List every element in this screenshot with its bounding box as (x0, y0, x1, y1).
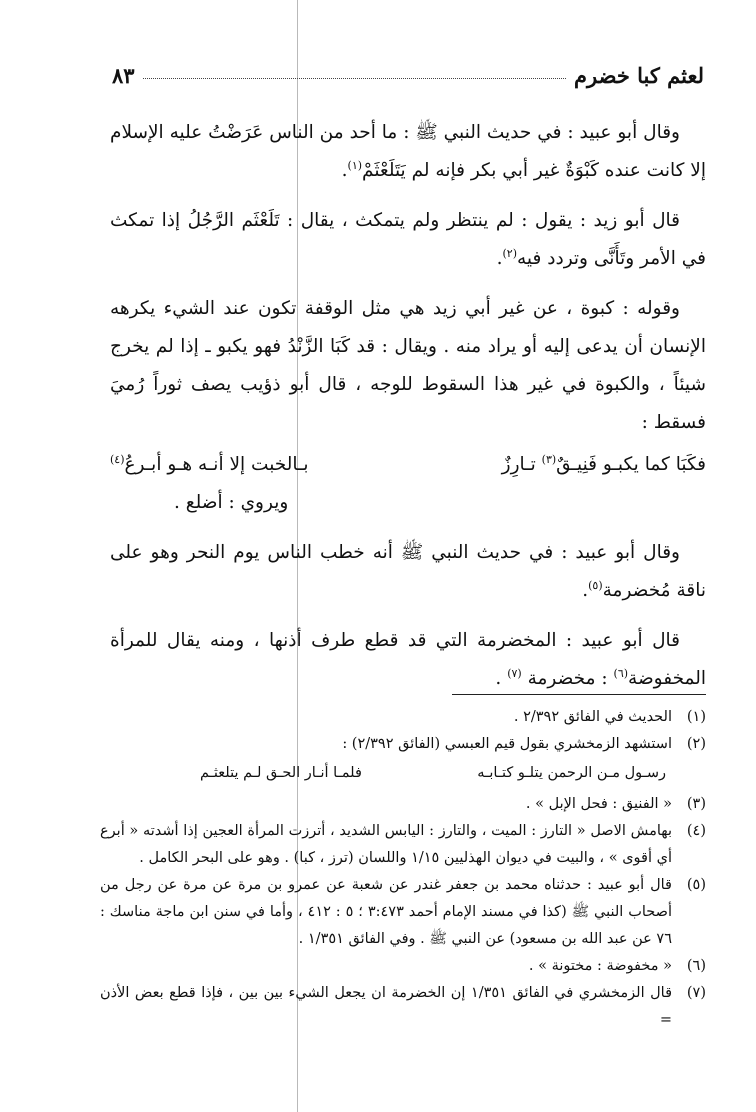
footnote-ref-1: (١) (347, 158, 363, 172)
page-header (112, 58, 704, 92)
paragraph-5-mid: : مخضرمة (521, 668, 614, 689)
footnote-separator (452, 694, 706, 695)
verse-hemistich-2-text: بـالخبت إلا أنـه هـو أبـرعُ (124, 454, 309, 475)
footnote-1 (100, 704, 706, 731)
paragraph-5 (110, 622, 706, 698)
dotted-leader (143, 78, 566, 79)
paragraph-2-end: . (496, 248, 503, 269)
paragraph-1 (110, 114, 706, 190)
footnote-verse-first-hemistich: رسـول مـن الرحمن يتلـو كتـابـه (477, 765, 666, 781)
paragraph-3: وقوله : كبوة ، عن غير أبي زيد هي مثل الوقفة تكون عند الشيء يكرهه الإنسان أن يدعى إليه أو يراد منه . ويقال : قد كَبَا الزَّنْدُ فهو يكبو ـ إذا لم يخرج شيئاً ، والكبوة في غير هذا السقوط للوجه ، قال أبو ذؤيب يصف ثوراً رُميَ فسقط : (110, 298, 706, 433)
verse-first-hemistich (420, 446, 706, 484)
footnote-number: (٢) (686, 736, 706, 752)
paragraph-2 (110, 202, 706, 278)
verse-variant: ويروي : أضلع . (174, 492, 289, 513)
footnote-2 (100, 731, 706, 758)
footnote-ref-5: (٥) (588, 578, 603, 592)
page-number: ٨٣ (112, 62, 135, 88)
footnote-7 (100, 980, 706, 1034)
footnote-number: (٧) (686, 985, 706, 1001)
footnote-number: (٦) (686, 958, 706, 974)
footnote-ref-3: (٣) (541, 452, 557, 466)
footnote-text: الحديث في الفائق ٢/٣٩٢ . (513, 709, 672, 725)
paragraph-4-text: وقال أبو عبيد : في حديث النبي ﷺ أنه خطب الناس يوم النحر وهو على ناقة مُخضرمة (110, 542, 706, 601)
footnote-text: استشهد الزمخشري بقول قيم العبسي (الفائق ٢/٣٩٢) : (342, 736, 672, 752)
footnote-number: (٤) (686, 823, 706, 839)
paragraph-4 (110, 534, 706, 610)
footnote-5 (100, 872, 706, 953)
paragraph-5-text: قال أبو عبيد : المخضرمة التي قد قطع طرف أذنها ، ومنه يقال للمرأة المخفوضة (110, 630, 706, 689)
paragraph-2-text: قال أبو زيد : يقول : لم ينتظر ولم يتمكث ، يقال : تَلَعْثَم الرَّجُلُ إذا تمكث في الأمر وتَأَنَّى وتردد فيه (110, 210, 706, 269)
main-text (110, 114, 706, 710)
footnotes (100, 704, 706, 1034)
footnote-number: (٥) (686, 877, 706, 893)
verse-second-hemistich (110, 446, 396, 484)
footnote-ref-2: (٢) (502, 246, 517, 260)
footnote-number: (٣) (686, 796, 706, 812)
footnote-3 (100, 791, 706, 818)
footnote-ref-6: (٦) (613, 666, 629, 680)
paragraph-4-end: . (582, 580, 589, 601)
footnote-text: « الفنيق : فحل الإبل » . (525, 796, 672, 812)
poetry-verse (110, 446, 706, 484)
footnote-2-verse (100, 760, 706, 787)
footnote-text: « مخفوضة : مختونة » . (528, 958, 672, 974)
footnote-ref-7: (٧) (507, 666, 522, 680)
footnote-6 (100, 953, 706, 980)
paragraph-1-end: . (341, 160, 348, 181)
paragraph-1-text: وقال أبو عبيد : في حديث النبي ﷺ : ما أحد من الناس عَرَضْتُ عليه الإسلام إلا كانت عنده كَبْوَةٌ غير أبي بكر فإنه لم يَتَلَعْثَمْ (110, 122, 706, 181)
footnote-ref-4: (٤) (110, 452, 125, 466)
footnote-verse-second-hemistich: فلمـا أنـار الحـق لـم يتلعثـم (200, 765, 362, 781)
running-title: لعثم كبا خضرم (574, 62, 704, 88)
footnote-text: بهامش الاصل « التارز : الميت ، والتارز : اليابس الشديد ، أترزت المرأة العجين إذا أشدته « أبرع أي أقوى » ، والبيت في ديوان الهذليين ١/١٥ واللسان (ترز ، كبا) . وهو على البحر الكامل . (100, 823, 672, 866)
footnote-4 (100, 818, 706, 872)
paragraph-5-end: . (495, 668, 508, 689)
footnote-text: قال أبو عبيد : حدثناه محمد بن جعفر غندر عن شعبة عن عمرو بن مرة عن مرة عن رجل من أصحاب النبي ﷺ (كذا في مسند الإمام أحمد ٣:٤٧٣ ؛ ٥ : ٤١٢ ، وأما في سنن ابن ماجة مناسك : ٧٦ عن عبد الله بن مسعود) عن النبي ﷺ . وفي الفائق ١/٣٥١ . (100, 877, 673, 947)
verse-hemistich-1b-text: تـارِزٌ (501, 454, 542, 475)
footnote-number: (١) (686, 709, 706, 725)
footnote-text: قال الزمخشري في الفائق ١/٣٥١ إن الخضرمة ان يجعل الشيء بين بين ، فإذا قطع بعض الأذن = (100, 985, 672, 1028)
verse-hemistich-1-text: فكَبَا كما يكبـو فَنِيـقٌ (556, 454, 706, 475)
